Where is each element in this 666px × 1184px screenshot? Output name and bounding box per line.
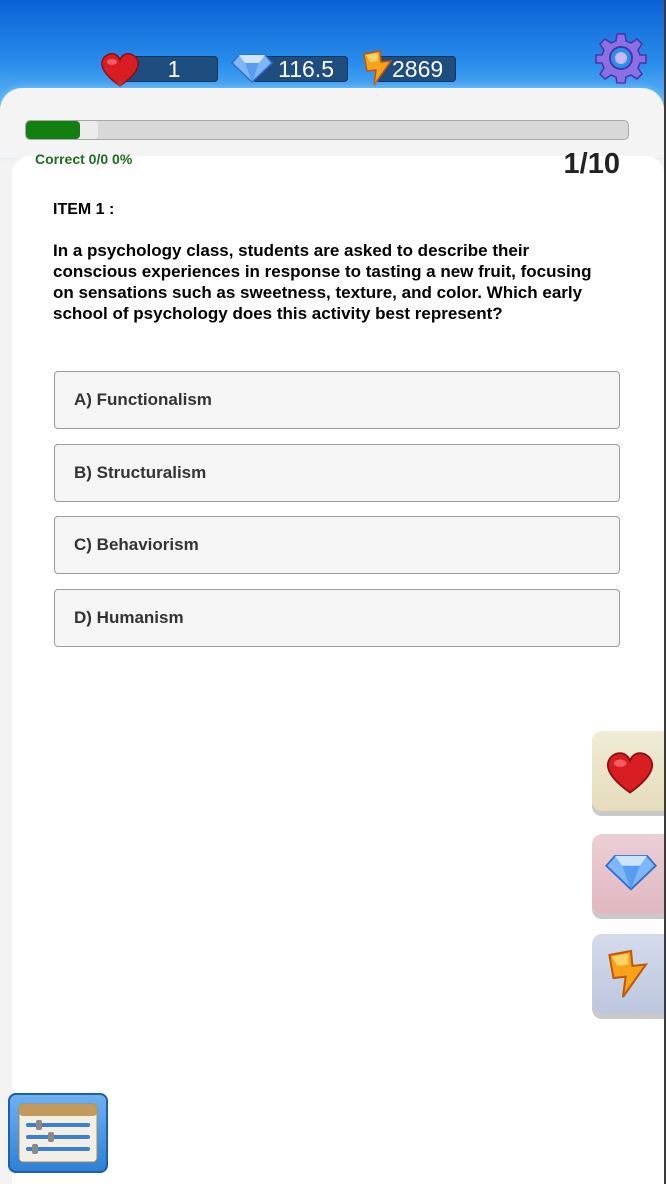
menu-button[interactable] <box>8 1093 108 1173</box>
quiz-progress-bar <box>25 120 629 140</box>
answer-option-a[interactable]: A) Functionalism <box>54 371 620 429</box>
buy-lives-button[interactable] <box>592 731 664 811</box>
heart-icon <box>605 751 655 795</box>
answer-option-b[interactable]: B) Structuralism <box>54 444 620 502</box>
gems-value: 116.5 <box>278 56 334 82</box>
lightning-icon <box>360 50 394 86</box>
heart-icon <box>100 52 140 88</box>
gear-icon[interactable] <box>595 32 647 84</box>
progress-fill <box>26 121 80 139</box>
question-counter: 1/10 <box>563 148 620 180</box>
answer-option-c[interactable]: C) Behaviorism <box>54 516 620 574</box>
buy-gems-button[interactable] <box>592 834 664 914</box>
energy-value: 2869 <box>392 56 444 82</box>
lives-value: 1 <box>167 56 181 82</box>
question-text: In a psychology class, students are asked to describe their conscious experiences in response to tasting a new fruit, focusing on sensations such as sweetness, texture, and color. Which early school of psychology does this activity best represent? <box>53 241 592 323</box>
buy-energy-button[interactable] <box>592 934 664 1014</box>
item-label: ITEM 1 : <box>53 201 115 218</box>
diamond-icon <box>231 53 273 83</box>
diamond-icon <box>605 850 657 894</box>
answer-option-d[interactable]: D) Humanism <box>54 589 620 647</box>
correct-score-label: Correct 0/0 0% <box>35 151 133 167</box>
settings-sliders-icon <box>18 1103 98 1163</box>
lightning-icon <box>604 948 650 1000</box>
